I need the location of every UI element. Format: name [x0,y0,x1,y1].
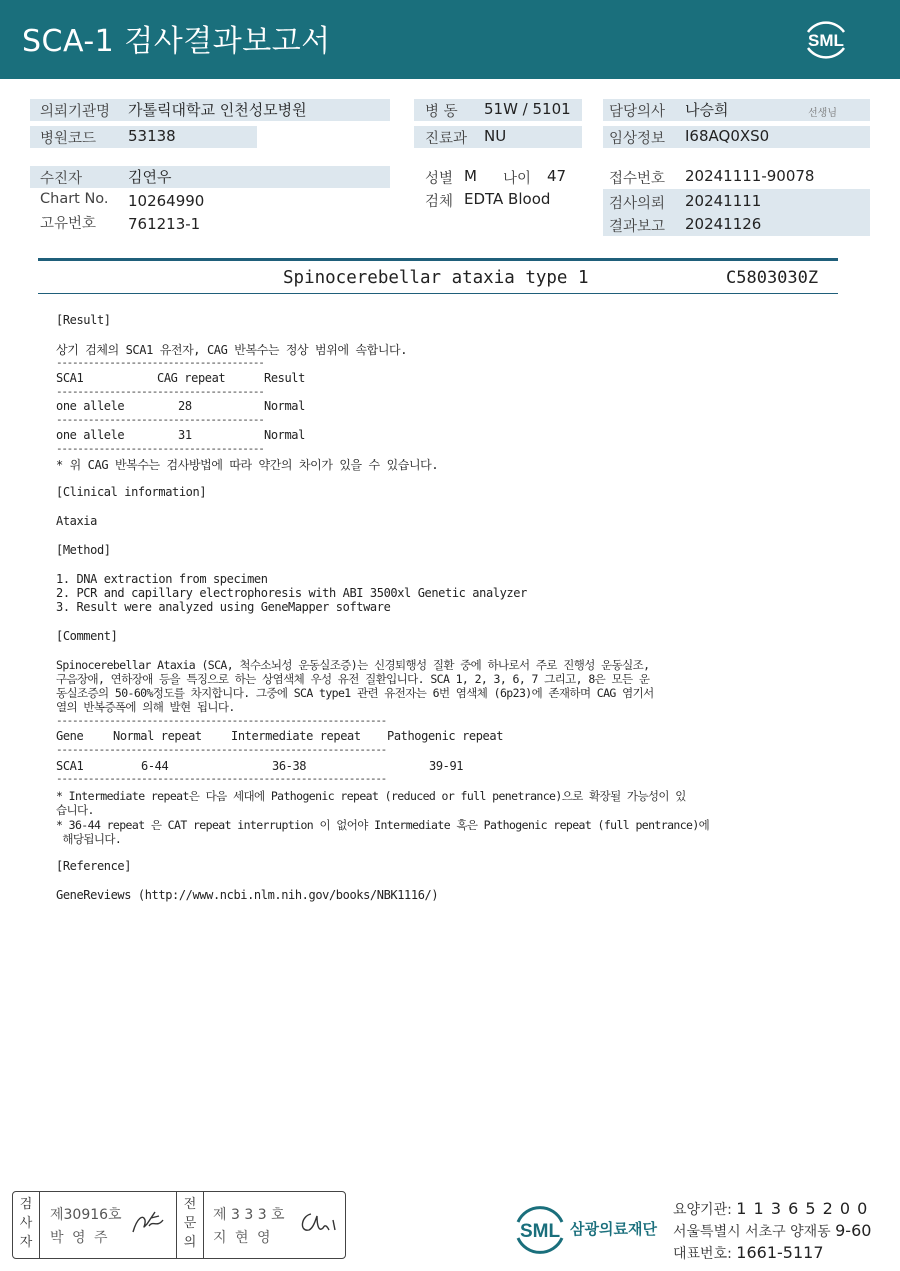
comment-line-1: Spinocerebellar Ataxia (SCA, 척수소뇌성 운동실조증)는 신경퇴행성 질환 중에 하나로서 주로 진행성 운동실조, [56,658,650,672]
clinical-value: I68AQ0XS0 [685,127,770,145]
svg-text:SML: SML [808,31,844,50]
divider [39,1192,40,1258]
patient-label: 수진자 [40,171,83,187]
comment-row-normal: 6-44 [141,759,169,773]
reference-link[interactable]: GeneReviews (http://www.ncbi.nlm.nih.gov/books/NBK1116/) [56,888,439,902]
reference-heading: [Reference] [56,859,132,873]
method-heading: [Method] [56,543,111,557]
result-heading: [Result] [56,313,111,327]
phone-row: 대표번호: 1661-5117 [673,1243,824,1262]
sex-label: 성별 [425,171,454,187]
comment-note-2: 습니다. [56,803,94,817]
specialist-license: 제 3 3 3 호 [213,1207,285,1223]
table-row-1-result: Normal [264,399,305,413]
result-summary: 상기 검체의 SCA1 유전자, CAG 반복수는 정상 범위에 속합니다. [56,343,408,357]
divider: --------------------------------------- [56,356,264,369]
examiner-char-3: 자 [19,1235,33,1250]
unique-label: 고유번호 [40,216,97,232]
examiner-signature [129,1208,169,1242]
age-label: 나이 [503,171,532,187]
specialist-char-2: 문 [183,1216,197,1231]
specialist-name: 지 현 영 [213,1230,273,1246]
result-header-gene: SCA1 [56,371,84,385]
request-value: 20241111 [685,192,762,210]
specialist-char-3: 의 [183,1235,197,1250]
receipt-label: 접수번호 [609,171,666,187]
address-row [673,1221,871,1241]
hospital-code-value: 53138 [128,127,176,145]
phone-label: 대표번호 [673,1246,728,1262]
clinical-label: 임상정보 [609,131,666,147]
specimen-label: 검체 [425,194,454,210]
patient-bar [30,166,390,188]
clinical-text: Ataxia [56,514,97,528]
unique-value: 761213-1 [128,215,201,233]
phone: 1661-5117 [736,1243,824,1262]
test-title-bottom-rule [38,293,838,294]
ward-label: 병 동 [425,104,458,120]
care-label: 요양기관 [673,1202,728,1218]
comment-header-intermediate: Intermediate repeat [231,729,361,743]
department-value: NU [484,127,507,145]
comment-row-gene: SCA1 [56,759,84,773]
svg-text:SML: SML [519,1221,561,1242]
comment-header-normal: Normal repeat [113,729,202,743]
hospital-code-label: 병원코드 [40,131,97,147]
doctor-value: 나승희 [685,101,729,119]
report-value: 20241126 [685,215,762,233]
divider: -------------------------------------------------------------- [56,772,386,785]
chart-label: Chart No. [40,191,109,207]
comment-header-gene: Gene [56,729,84,743]
institution-label: 의뢰기관명 [40,104,111,120]
table-row-1-cag: 28 [178,399,192,413]
comment-line-3: 동실조증의 50-60%정도를 차지합니다. 그중에 SCA type1 관련 유전자는 6번 염색체 (6p23)에 존재하며 CAG 염기서 [56,686,654,700]
comment-header-pathogenic: Pathogenic repeat [387,729,504,743]
care-number: 1 1 3 6 5 2 0 0 [736,1199,869,1218]
result-header-cag: CAG repeat [157,371,226,385]
test-title-top-rule [38,258,838,261]
table-row-2-result: Normal [264,428,305,442]
result-header-result: Result [264,371,305,385]
doctor-suffix: 선생님 [808,108,837,119]
divider: -------------------------------------------------------------- [56,743,386,756]
comment-line-4: 열의 반복증폭에 의해 발현 됩니다. [56,700,235,714]
specialist-signature [295,1206,339,1244]
examiner-char-2: 사 [19,1216,33,1231]
chart-value: 10264990 [128,192,205,210]
ward-value: 51W / 5101 [484,100,571,118]
comment-row-pathogenic: 39-91 [429,759,464,773]
signature-box [12,1191,346,1259]
patient-value: 김연우 [128,168,172,186]
specimen-value: EDTA Blood [464,190,551,208]
examiner-char-1: 검 [19,1197,33,1212]
result-note: * 위 CAG 반복수는 검사방법에 따라 약간의 차이가 있을 수 있습니다. [56,458,439,472]
test-code: C5803030Z [726,268,819,288]
divider: --------------------------------------- [56,385,264,398]
method-step-3: 3. Result were analyzed using GeneMapper software [56,600,391,614]
divider: -------------------------------------------------------------- [56,714,386,727]
method-step-2: 2. PCR and capillary electrophoresis with ABI 3500xl Genetic analyzer [56,586,527,600]
comment-note-1: * Intermediate repeat은 다음 세대에 Pathogenic repeat (reduced or full penetrance)으로 확장될 가능성이 있 [56,789,686,803]
table-row-2-allele: one allele [56,428,125,442]
comment-note-3: * 36-44 repeat 은 CAT repeat interruption 이 없어야 Intermediate 혹은 Pathogenic repeat (full pentrance)에 [56,818,710,832]
divider [176,1192,177,1258]
institution-value: 가톨릭대학교 인천성모병원 [128,101,307,119]
report-title: SCA-1 검사결과보고서 [22,24,331,59]
divider [203,1192,204,1258]
comment-line-2: 구음장애, 연하장애 등을 특징으로 하는 상염색체 우성 유전 질환입니다. SCA 1, 2, 3, 6, 7 그리고, 8은 모든 운 [56,672,650,686]
divider: --------------------------------------- [56,442,264,455]
specialist-char-1: 전 [183,1197,197,1212]
sex-value: M [464,167,477,185]
clinical-heading: [Clinical information] [56,485,207,499]
table-row-2-cag: 31 [178,428,192,442]
comment-heading: [Comment] [56,629,118,643]
care-number-row: 요양기관: 1 1 3 6 5 2 0 0 [673,1199,869,1218]
org-logo-icon [512,1200,568,1260]
request-label: 검사의뢰 [609,196,666,212]
address-number: 9-60 [835,1221,872,1240]
doctor-label: 담당의사 [609,104,666,120]
examiner-name: 박 영 주 [50,1230,110,1246]
method-step-1: 1. DNA extraction from specimen [56,572,268,586]
age-value: 47 [547,167,567,185]
comment-note-4: 해당됩니다. [56,832,122,846]
address: 서울특별시 서초구 양재동 [673,1224,831,1240]
sml-logo-icon [800,12,852,64]
receipt-value: 20241111-90078 [685,167,815,185]
org-name: 삼광의료재단 [570,1220,657,1238]
report-label: 결과보고 [609,219,666,235]
divider: --------------------------------------- [56,413,264,426]
table-row-1-allele: one allele [56,399,125,413]
comment-row-intermediate: 36-38 [272,759,307,773]
test-name: Spinocerebellar ataxia type 1 [283,268,589,288]
examiner-license: 제30916호 [50,1207,122,1223]
department-label: 진료과 [425,131,468,147]
